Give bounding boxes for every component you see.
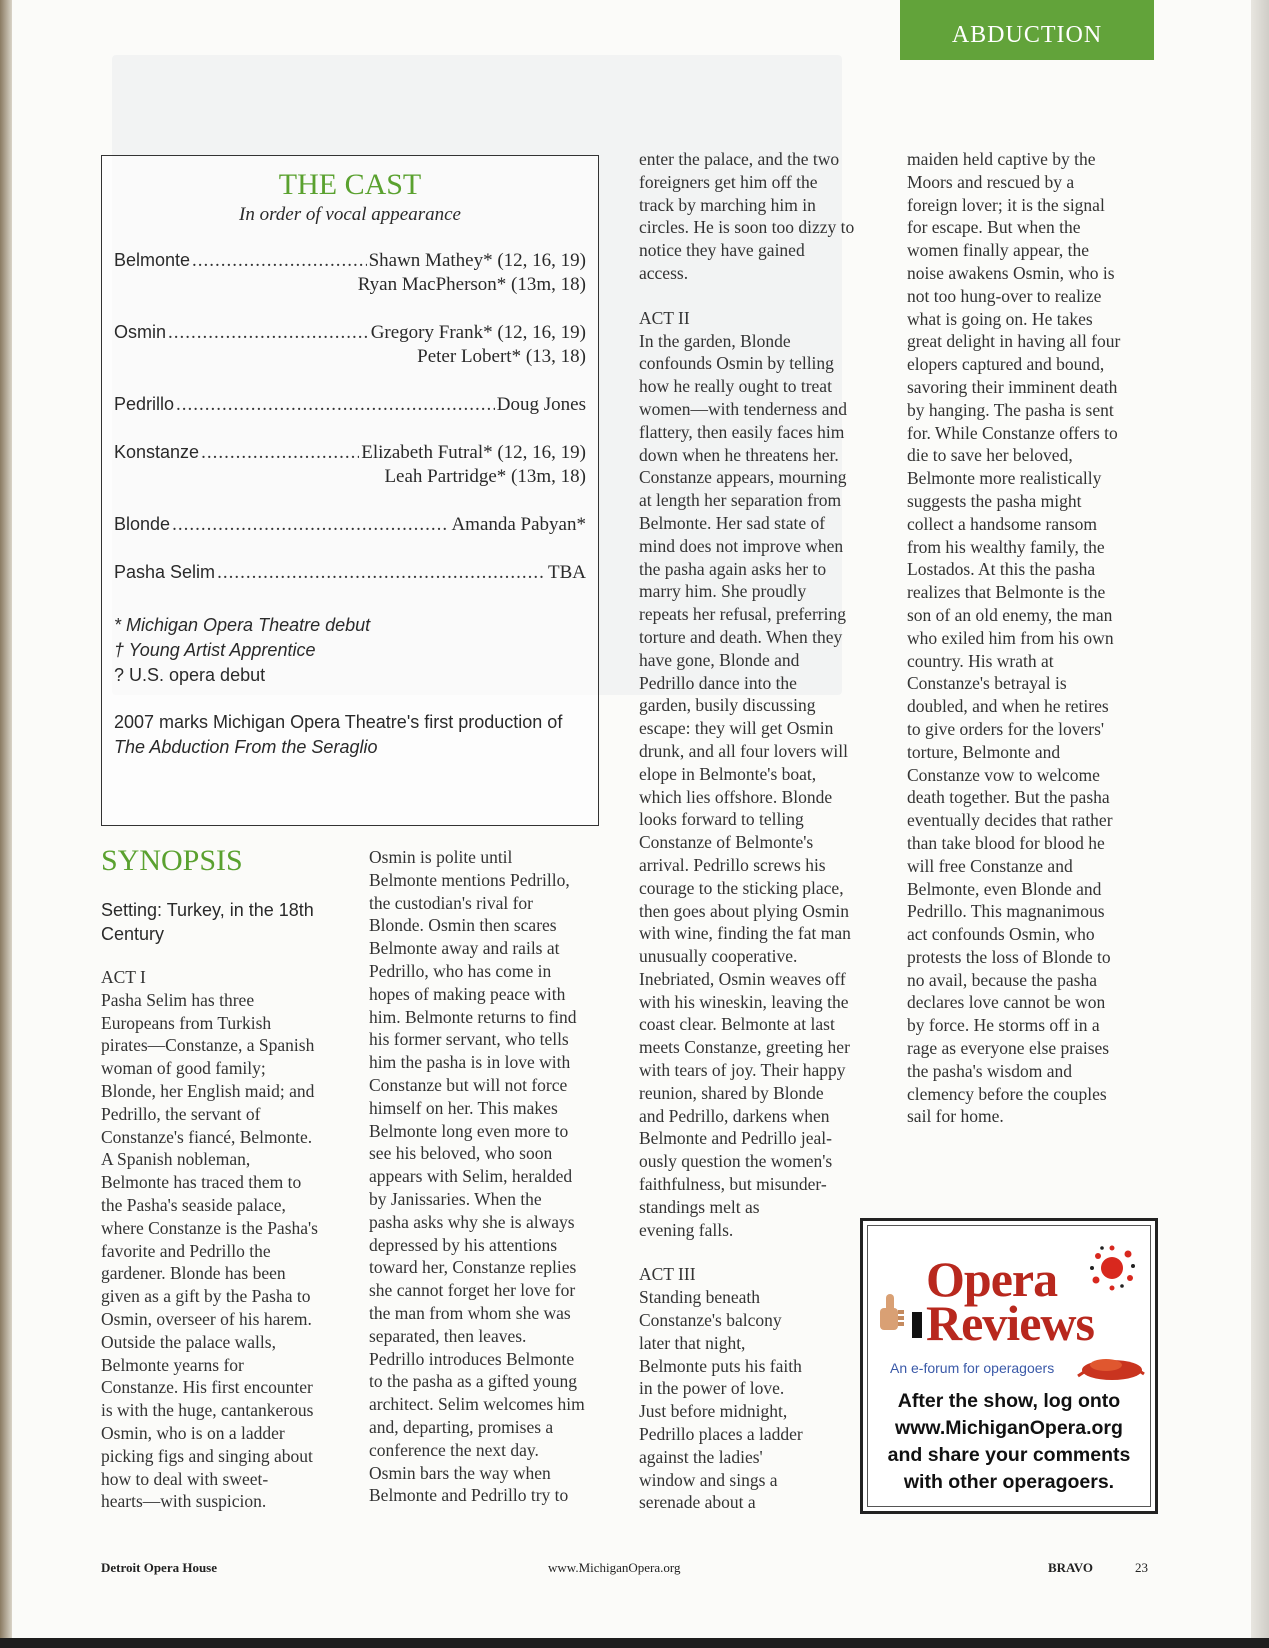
legend-item: ? U.S. opera debut [114, 665, 266, 685]
text-line: act confounds Osmin, who [907, 924, 1095, 945]
text-line: she cannot forget her love for [369, 1280, 576, 1301]
ad-tagline: An e-forum for operagoers [890, 1360, 1055, 1376]
cast-actor: Gregory Frank* (12, 16, 19) [370, 322, 586, 343]
column-text [639, 148, 889, 285]
cast-row [114, 440, 586, 489]
text-line: Osmin, overseer of his harem. [101, 1308, 312, 1329]
text-line: pasha asks why she is always [369, 1211, 575, 1232]
text-line: conference the next day. [369, 1439, 539, 1460]
text-line: where Constanze is the Pasha's [101, 1217, 318, 1238]
text-line: elope in Belmonte's boat, [639, 763, 817, 784]
text-line: Pedrillo introduces Belmonte [369, 1348, 575, 1369]
text-line: and, departing, promises a [369, 1416, 554, 1437]
synopsis-column-1 [101, 966, 351, 1513]
text-line: Pedrillo places a ladder [639, 1424, 803, 1445]
text-line: by Janissaries. When the [369, 1188, 542, 1209]
text-line: woman of good family; [101, 1058, 266, 1079]
text-line: Belmonte long even more to [369, 1120, 569, 1141]
act-heading: ACT I [101, 967, 146, 987]
text-line: favorite and Pedrillo the [101, 1240, 271, 1261]
cast-row [114, 392, 586, 417]
cast-row [114, 248, 586, 297]
text-line: Belmonte and Pedrillo try to [369, 1485, 569, 1506]
text-line: against the ladies' [639, 1446, 763, 1467]
note-text: 2007 marks Michigan Opera Theatre's first production of [114, 712, 563, 732]
cast-subtitle: In order of vocal appearance [239, 204, 461, 225]
text-line: ously question the women's [639, 1151, 833, 1172]
text-line: and Pedrillo, darkens when [639, 1105, 830, 1126]
text-line: with tears of joy. Their happy [639, 1060, 846, 1081]
text-line: country. His wrath at [907, 650, 1054, 671]
text-line: the Pasha's seaside palace, [101, 1194, 286, 1215]
text-line: flattery, then easily faces him [639, 421, 845, 442]
text-line: Lostados. At this the pasha [907, 559, 1096, 580]
text-line: access. [639, 262, 689, 283]
cast-actor: Shawn Mathey* (12, 16, 19) [368, 250, 586, 271]
cast-list [114, 248, 586, 585]
text-line: meets Constanze, greeting her [639, 1037, 850, 1058]
footer-publication: BRAVO [1048, 1560, 1094, 1575]
column-text [639, 330, 889, 1242]
text-line: courage to the sticking place, [639, 877, 844, 898]
text-line: Belmonte yearns for [101, 1354, 244, 1375]
text-line: the man from whom she was [369, 1302, 571, 1323]
synopsis-column-4 [907, 148, 1157, 1128]
text-line: him the pasha is in love with [369, 1052, 571, 1073]
cast-row [114, 512, 586, 537]
text-line: Blonde. Osmin then scares [369, 915, 557, 936]
text-line: Constanze's betrayal is [907, 673, 1067, 694]
cast-row [114, 320, 586, 369]
footer-url[interactable]: www.MichiganOpera.org [548, 1560, 681, 1575]
act-heading: ACT II [639, 307, 690, 328]
text-line: repeats her refusal, preferring [639, 604, 846, 625]
cast-actor: Amanda Pabyan* [451, 514, 586, 535]
ad-line: and share your comments [887, 1444, 1131, 1466]
opera-reviews-ad[interactable] [860, 1218, 1158, 1514]
text-line: gardener. Blonde has been [101, 1263, 286, 1284]
text-line: enter the palace, and the two [639, 149, 840, 169]
text-line: have gone, Blonde and [639, 649, 800, 670]
text-line: mind does not improve when [639, 535, 844, 556]
text-line: drunk, and all four lovers will [639, 740, 848, 761]
text-line: torture and death. When they [639, 626, 843, 647]
cast-role: Konstanze [114, 442, 200, 462]
text-line: with wine, finding the fat man [639, 923, 851, 944]
ad-logo-line2: Reviews [926, 1295, 1094, 1351]
text-line: foreigners get him off the [639, 171, 818, 192]
footer-venue: Detroit Opera House [101, 1560, 218, 1575]
cast-alternate: Ryan MacPherson* (13m, 18) [357, 274, 586, 295]
text-line: appears with Selim, heralded [369, 1166, 573, 1187]
text-line: track by marching him in [639, 194, 816, 215]
text-line: son of an old enemy, the man [907, 604, 1113, 625]
text-line: doubled, and when he retires [907, 696, 1109, 717]
text-line: window and sings a [639, 1469, 778, 1490]
text-line: given as a gift by the Pasha to [101, 1286, 311, 1307]
synopsis-setting: Setting: Turkey, in the 18th Century [101, 900, 314, 944]
leader-dots [192, 249, 367, 273]
text-line: eventually decides that rather [907, 810, 1113, 831]
splat-icon [1086, 1242, 1138, 1294]
ad-body [878, 1388, 1140, 1496]
text-line: standings melt as [639, 1196, 760, 1217]
text-line: the custodian's rival for [369, 892, 534, 913]
text-line: than take blood for blood he [907, 832, 1105, 853]
text-line: women—with tenderness and [639, 398, 848, 419]
text-line: Moors and rescued by a [907, 171, 1075, 192]
leader-dots [201, 441, 359, 465]
cast-alternate: Leah Partridge* (13m, 18) [384, 466, 586, 487]
legend-item: † Young Artist Apprentice [114, 640, 316, 660]
text-line: Constanze of Belmonte's [639, 832, 814, 853]
text-line: confounds Osmin by telling [639, 353, 834, 374]
text-line: Outside the palace walls, [101, 1331, 276, 1352]
text-line: garden, busily discussing [639, 695, 816, 716]
tomato-icon [1076, 1350, 1146, 1384]
text-line: Blonde, her English maid; and [101, 1080, 315, 1101]
cast-title: THE CAST [278, 168, 422, 201]
ad-logo-line1: Opera [926, 1251, 1058, 1307]
text-line: reunion, shared by Blonde [639, 1082, 824, 1103]
text-line: no avail, because the pasha [907, 969, 1097, 990]
text-line: death together. But the pasha [907, 787, 1110, 808]
page-spine [1251, 0, 1269, 1648]
text-line: Belmonte more realistically [907, 468, 1102, 489]
column-text [101, 989, 351, 1513]
text-line: not too hung-over to realize [907, 285, 1102, 306]
text-line: later that night, [639, 1332, 746, 1353]
text-line: pirates—Constanze, a Spanish [101, 1035, 315, 1056]
act-heading: ACT III [639, 1264, 696, 1285]
cast-legend [114, 613, 586, 688]
production-note [114, 710, 586, 760]
text-line: down when he threatens her. [639, 444, 839, 465]
cast-row [114, 560, 586, 585]
column-text [639, 1286, 889, 1514]
text-line: Europeans from Turkish [101, 1012, 272, 1033]
text-line: Pedrillo dance into the [639, 672, 797, 693]
text-line: faithfulness, but misunder- [639, 1174, 827, 1195]
text-line: how he really ought to treat [639, 376, 832, 397]
text-line: foreign lover; it is the signal [907, 194, 1105, 215]
column-text [907, 148, 1157, 1128]
text-line: marry him. She proudly [639, 581, 807, 602]
text-line: Belmonte away and rails at [369, 938, 560, 959]
ad-line: After the show, log onto [897, 1390, 1121, 1412]
text-line: Pedrillo, the servant of [101, 1103, 261, 1124]
text-line: maiden held captive by the [907, 149, 1096, 169]
text-line: Inebriated, Osmin weaves off [639, 968, 846, 989]
text-line: realizes that Belmonte is the [907, 582, 1106, 603]
text-line: the pasha again asks her to [639, 558, 827, 579]
text-line: Constanze. His first encounter [101, 1377, 313, 1398]
text-line: Just before midnight, [639, 1401, 788, 1422]
text-line: with his wineskin, leaving the [639, 991, 849, 1012]
cast-role: Blonde [114, 514, 171, 534]
text-line: looks forward to telling [639, 809, 804, 830]
text-line: which lies offshore. Blonde [639, 786, 833, 807]
text-line: great delight in having all four [907, 331, 1121, 352]
text-line: In the garden, Blonde [639, 330, 791, 351]
text-line: what is going on. He takes [907, 308, 1093, 329]
text-line: suggests the pasha might [907, 490, 1082, 511]
leader-dots [176, 393, 495, 417]
logo-bar [912, 1312, 922, 1338]
text-line: hearts—with suspicion. [101, 1491, 267, 1512]
text-line: rage as everyone else praises [907, 1038, 1110, 1059]
text-line: by force. He storms off in a [907, 1015, 1100, 1036]
text-line: his former servant, who tells [369, 1029, 569, 1050]
text-line: Constanze's fiancé, Belmonte. [101, 1126, 313, 1147]
text-line: who exiled him from his own [907, 627, 1114, 648]
text-line: to the pasha as a gifted young [369, 1371, 578, 1392]
cast-role: Osmin [114, 322, 167, 342]
synopsis-title: SYNOPSIS [101, 844, 243, 877]
section-tab: ABDUCTION [900, 0, 1154, 60]
text-line: die to save her beloved, [907, 445, 1073, 466]
cast-role: Pasha Selim [114, 562, 216, 582]
text-line: Belmonte has traced them to [101, 1172, 302, 1193]
text-line: sail for home. [907, 1106, 1004, 1127]
text-line: protests the loss of Blonde to [907, 946, 1111, 967]
page-left-edge [0, 0, 12, 1640]
text-line: clemency before the couples [907, 1083, 1107, 1104]
text-line: the pasha's wisdom and [907, 1060, 1073, 1081]
text-line: hopes of making peace with [369, 983, 566, 1004]
text-line: women finally appear, the [907, 240, 1090, 261]
synopsis-column-2 [369, 846, 619, 1507]
text-line: escape: they will get Osmin [639, 718, 834, 739]
text-line: see his beloved, who soon [369, 1143, 553, 1164]
text-line: arrival. Pedrillo screws his [639, 854, 826, 875]
leader-dots [217, 561, 546, 585]
bottom-edge [0, 1638, 1269, 1648]
text-line: him. Belmonte returns to find [369, 1006, 577, 1027]
footer-page-number: 23 [1135, 1560, 1148, 1575]
text-line: for escape. But when the [907, 217, 1081, 238]
text-line: Constanze appears, mourning [639, 467, 847, 488]
column-text [369, 846, 619, 1507]
text-line: for. While Constanze offers to [907, 422, 1118, 443]
cast-actor: Doug Jones [496, 394, 586, 415]
leader-dots [172, 513, 449, 537]
text-line: architect. Selim welcomes him [369, 1394, 585, 1415]
text-line: will free Constanze and [907, 855, 1073, 876]
text-line: Belmonte mentions Pedrillo, [369, 869, 570, 890]
text-line: elopers captured and bound, [907, 354, 1105, 375]
text-line: by hanging. The pasha is sent [907, 399, 1114, 420]
legend-item: * Michigan Opera Theatre debut [114, 615, 371, 635]
ad-line: with other operagoers. [903, 1471, 1115, 1493]
text-line: Belmonte and Pedrillo jeal- [639, 1128, 832, 1149]
cast-actor: TBA [548, 562, 586, 583]
text-line: Osmin bars the way when [369, 1462, 551, 1483]
text-line: Pedrillo, who has come in [369, 960, 552, 981]
thumbs-up-icon [878, 1292, 906, 1332]
text-line: how to deal with sweet- [101, 1468, 269, 1489]
text-line: separated, then leaves. [369, 1325, 527, 1346]
text-line: Constanze vow to welcome [907, 764, 1100, 785]
text-line: at length her separation from [639, 490, 842, 511]
text-line: Belmonte. Her sad state of [639, 512, 826, 533]
text-line: picking figs and singing about [101, 1445, 313, 1466]
text-line: then goes about plying Osmin [639, 900, 849, 921]
text-line: evening falls. [639, 1219, 734, 1240]
text-line: collect a handsome ransom [907, 513, 1098, 534]
text-line: Osmin is polite until [369, 847, 513, 867]
text-line: torture, Belmonte and [907, 741, 1061, 762]
text-line: in the power of love. [639, 1378, 785, 1399]
cast-role: Belmonte [114, 250, 191, 270]
text-line: from his wealthy family, the [907, 536, 1105, 557]
text-line: himself on her. This makes [369, 1097, 558, 1118]
text-line: savoring their imminent death [907, 376, 1118, 397]
text-line: notice they have gained [639, 240, 805, 261]
cast-box [101, 155, 599, 826]
text-line: Belmonte, even Blonde and [907, 878, 1102, 899]
leader-dots [168, 321, 369, 345]
text-line: Pedrillo. This magnanimous [907, 901, 1105, 922]
text-line: Pasha Selim has three [101, 989, 255, 1010]
synopsis-column-3 [639, 148, 889, 1514]
cast-alternate: Peter Lobert* (13, 18) [417, 346, 586, 367]
text-line: is with the huge, cantankerous [101, 1400, 314, 1421]
text-line: Constanze but will not force [369, 1074, 568, 1095]
text-line: Standing beneath [639, 1287, 761, 1308]
cast-actor: Elizabeth Futral* (12, 16, 19) [361, 442, 586, 463]
text-line: A Spanish nobleman, [101, 1149, 251, 1170]
text-line: unusually cooperative. [639, 946, 798, 967]
text-line: toward her, Constanze replies [369, 1257, 577, 1278]
text-line: declares love cannot be won [907, 992, 1106, 1013]
cast-role: Pedrillo [114, 394, 175, 414]
text-line: noise awakens Osmin, who is [907, 262, 1115, 283]
text-line: depressed by his attentions [369, 1234, 558, 1255]
text-line: Constanze's balcony [639, 1310, 782, 1331]
ad-frame [867, 1225, 1151, 1507]
text-line: Osmin, who is on a ladder [101, 1422, 285, 1443]
text-line: coast clear. Belmonte at last [639, 1014, 835, 1035]
note-title: The Abduction From the Seraglio [114, 737, 378, 757]
text-line: to give orders for the lovers' [907, 718, 1105, 739]
text-line: serenade about a [639, 1492, 756, 1513]
text-line: circles. He is soon too dizzy to [639, 217, 855, 238]
ad-url[interactable]: www.MichiganOpera.org [895, 1417, 1123, 1439]
text-line: Belmonte puts his faith [639, 1355, 802, 1376]
